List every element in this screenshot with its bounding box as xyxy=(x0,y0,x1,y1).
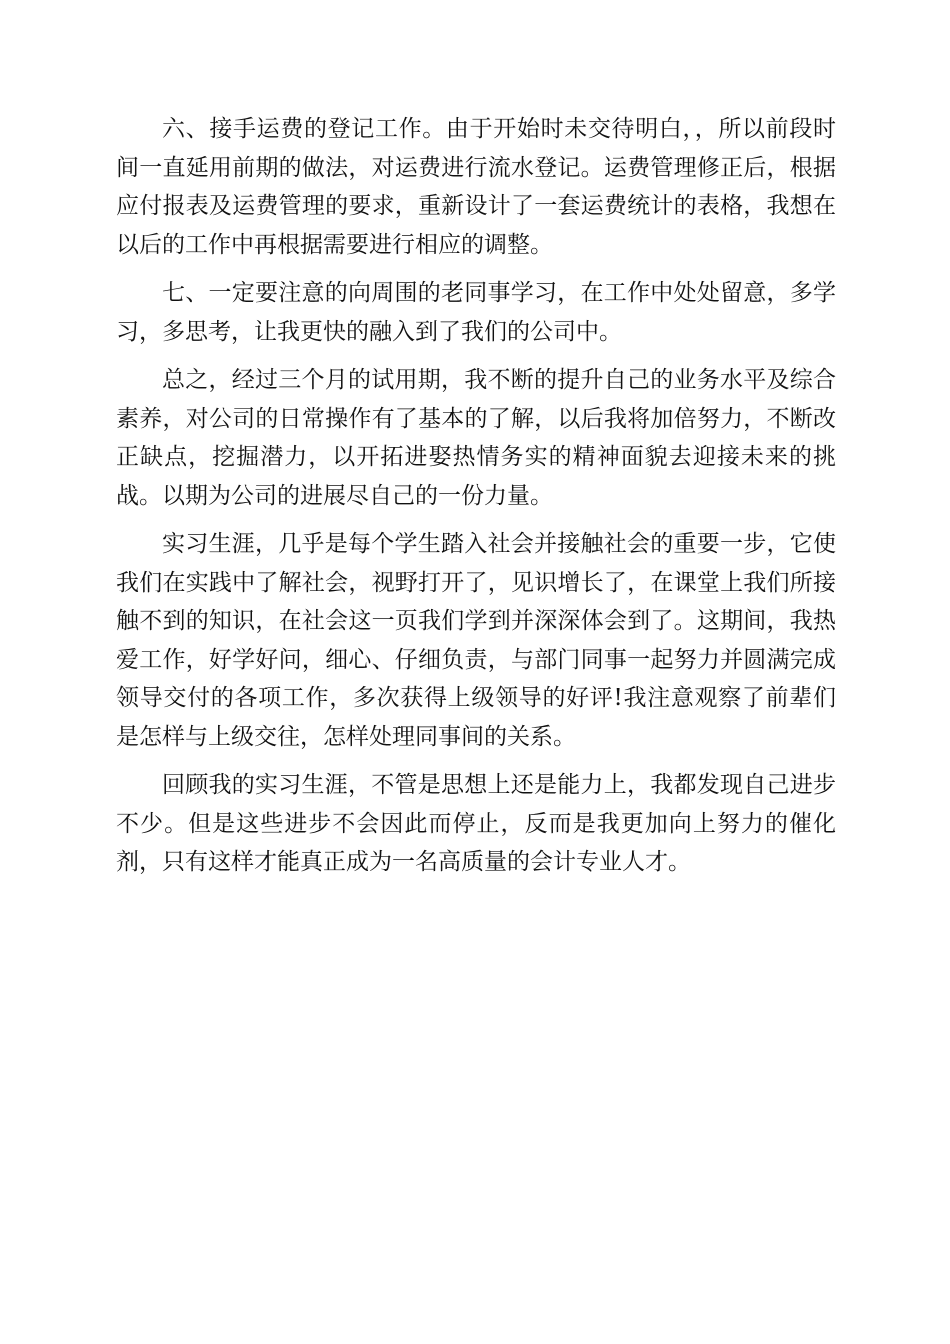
paragraph-item-seven: 七、一定要注意的向周围的老同事学习，在工作中处处留意，多学习，多思考，让我更快的融入到了我们的公司中。 xyxy=(116,280,836,345)
paragraph-internship: 实习生涯，几乎是每个学生踏入社会并接触社会的重要一步，它使我们在实践中了解社会，视野打开了，见识增长了，在课堂上我们所接触不到的知识，在社会这一页我们学到并深深体会到了。这期间，我热爱工作，好学好问，细心、仔细负责，与部门同事一起努力并圆满完成领导交付的各项工作，多次获得上级领导的好评!我注意观察了前辈们是怎样与上级交往，怎样处理同事间的关系。 xyxy=(116,531,836,750)
document-body xyxy=(116,110,836,892)
paragraph-review: 回顾我的实习生涯，不管是思想上还是能力上，我都发现自己进步不少。但是这些进步不会因此而停止，反而是我更加向上努力的催化剂，只有这样才能真正成为一名高质量的会计专业人才。 xyxy=(116,772,836,875)
paragraph-item-six: 六、接手运费的登记工作。由于开始时未交待明白，，所以前段时间一直延用前期的做法，对运费进行流水登记。运费管理修正后，根据应付报表及运费管理的要求，重新设计了一套运费统计的表格，我想在以后的工作中再根据需要进行相应的调整。 xyxy=(116,116,836,258)
paragraph-summary: 总之，经过三个月的试用期，我不断的提升自己的业务水平及综合素养，对公司的日常操作有了基本的了解，以后我将加倍努力，不断改正缺点，挖掘潜力，以开拓进娶热情务实的精神面貌去迎接未来的挑战。以期为公司的进展尽自己的一份力量。 xyxy=(116,367,836,509)
